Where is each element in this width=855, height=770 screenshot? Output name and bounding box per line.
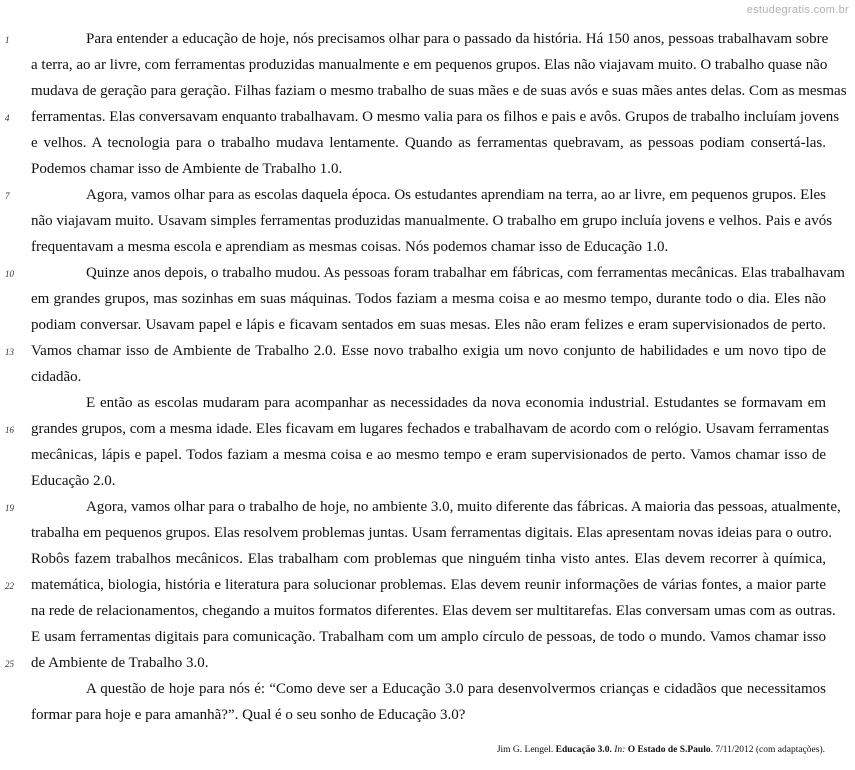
text-line bbox=[31, 156, 826, 182]
line-text: Quinze anos depois, o trabalho mudou. As pessoas foram trabalhar em fábricas, com ferramentas mecânicas. Elas trabalhavam bbox=[86, 265, 845, 281]
line-number: 13 bbox=[5, 347, 14, 357]
text-line bbox=[5, 104, 840, 130]
citation-title: Educação 3.0. bbox=[555, 745, 612, 755]
text-line bbox=[31, 702, 826, 728]
line-number: 25 bbox=[5, 659, 14, 669]
line-text: matemática, biologia, história e literatura para solucionar problemas. Elas devem reunir informações de várias fontes, a maior parte bbox=[31, 577, 826, 593]
reading-passage bbox=[5, 26, 847, 728]
line-text: frequentavam a mesma escola e aprendiam as mesmas coisas. Nós podemos chamar isso de Educação 1.0. bbox=[31, 239, 669, 255]
text-line bbox=[31, 234, 826, 260]
text-line bbox=[31, 78, 847, 104]
text-line bbox=[31, 364, 826, 390]
line-number: 22 bbox=[5, 581, 14, 591]
citation-source: O Estado de S.Paulo bbox=[627, 745, 711, 755]
source-citation bbox=[497, 745, 825, 755]
line-text: de Ambiente de Trabalho 3.0. bbox=[31, 655, 209, 671]
text-line bbox=[31, 208, 833, 234]
line-text: Podemos chamar isso de Ambiente de Trabalho 1.0. bbox=[31, 161, 343, 177]
text-line bbox=[5, 260, 845, 286]
line-text: Agora, vamos olhar para as escolas daquela época. Os estudantes aprendiam na terra, ao ar livre, em pequenos grupos. Eles bbox=[86, 187, 826, 203]
line-text: grandes grupos, com a mesma idade. Eles ficavam em lugares fechados e trabalhavam de acordo com o relógio. Usavam ferramentas bbox=[31, 421, 830, 437]
line-text: cidadão. bbox=[31, 369, 82, 385]
text-line bbox=[31, 312, 826, 338]
line-number: 1 bbox=[5, 35, 10, 45]
citation-author: Jim G. Lengel. bbox=[496, 745, 554, 755]
text-line bbox=[31, 676, 826, 702]
line-text: não viajavam muito. Usavam simples ferramentas produzidas manualmente. O trabalho em grupo incluía jovens e velhos. Pais e avós bbox=[31, 213, 833, 229]
line-text: E então as escolas mudaram para acompanhar as necessidades da nova economia industrial. Estudantes se formavam em bbox=[86, 395, 826, 411]
line-text: mecânicas, lápis e papel. Todos faziam a mesma coisa e ao mesmo tempo e eram supervisionados de perto. Vamos chamar isso de bbox=[31, 447, 826, 463]
line-text: a terra, ao ar livre, com ferramentas produzidas manualmente e em pequenos grupos. Elas não viajavam muito. O trabalho quase não bbox=[31, 57, 828, 73]
text-line bbox=[5, 416, 830, 442]
line-number: 7 bbox=[5, 191, 10, 201]
text-line bbox=[5, 26, 829, 52]
citation-in-label: In: bbox=[614, 745, 626, 755]
text-line bbox=[31, 390, 826, 416]
text-line bbox=[5, 650, 826, 676]
text-line bbox=[31, 52, 826, 78]
site-watermark: estudegratis.com.br bbox=[746, 4, 849, 16]
citation-date: . 7/11/2012 (com adaptações). bbox=[710, 745, 825, 755]
text-line bbox=[31, 598, 836, 624]
text-line bbox=[31, 130, 826, 156]
line-text: E usam ferramentas digitais para comunicação. Trabalham com um amplo círculo de pessoas, de todo o mundo. Vamos chamar isso bbox=[31, 629, 826, 645]
text-line bbox=[5, 572, 826, 598]
text-line bbox=[31, 442, 826, 468]
line-text: Agora, vamos olhar para o trabalho de hoje, no ambiente 3.0, muito diferente das fábricas. A maioria das pessoas, atualmente, bbox=[86, 499, 841, 515]
text-line bbox=[31, 286, 826, 312]
line-number: 19 bbox=[5, 503, 14, 513]
line-text: ferramentas. Elas conversavam enquanto trabalhavam. O mesmo valia para os filhos e pais e avôs. Grupos de trabalho incluíam jovens bbox=[31, 109, 840, 125]
text-line bbox=[5, 494, 841, 520]
line-text: trabalha em pequenos grupos. Elas resolvem problemas juntas. Usam ferramentas digitais. Elas apresentam novas ideias para o outro. bbox=[31, 525, 833, 541]
text-line bbox=[31, 624, 826, 650]
text-line bbox=[5, 182, 826, 208]
line-number: 16 bbox=[5, 425, 14, 435]
line-text: Para entender a educação de hoje, nós precisamos olhar para o passado da história. Há 150 anos, pessoas trabalhavam sobre bbox=[86, 31, 829, 47]
line-text: em grandes grupos, mas sozinhas em suas máquinas. Todos faziam a mesma coisa e ao mesmo tempo, durante todo o dia. Eles não bbox=[31, 291, 826, 307]
line-text: Vamos chamar isso de Ambiente de Trabalho 2.0. Esse novo trabalho exigia um novo conjunto de habilidades e um novo tipo de bbox=[31, 343, 826, 359]
line-text: formar para hoje e para amanhã?”. Qual é o seu sonho de Educação 3.0? bbox=[31, 707, 466, 723]
line-text: A questão de hoje para nós é: “Como deve ser a Educação 3.0 para desenvolvermos crianças e cidadãos que necessitamos bbox=[86, 681, 826, 697]
line-number: 4 bbox=[5, 113, 10, 123]
line-number: 10 bbox=[5, 269, 14, 279]
line-text: Educação 2.0. bbox=[31, 473, 116, 489]
text-line bbox=[31, 468, 826, 494]
text-line bbox=[5, 338, 826, 364]
line-text: mudava de geração para geração. Filhas faziam o mesmo trabalho de suas mães e de suas avós e suas mães antes delas. Com as mesmas bbox=[31, 83, 847, 99]
text-line bbox=[31, 546, 826, 572]
line-text: e velhos. A tecnologia para o trabalho mudava lentamente. Quando as ferramentas quebravam, as pessoas podiam consertá-las. bbox=[31, 135, 826, 151]
line-text: na rede de relacionamentos, chegando a muitos formatos diferentes. Elas devem ser multitarefas. Elas conversam umas com as outras. bbox=[31, 603, 836, 619]
text-line bbox=[31, 520, 833, 546]
line-text: Robôs fazem trabalhos mecânicos. Elas trabalham com problemas que ninguém tinha visto antes. Elas devem recorrer à química, bbox=[31, 551, 826, 567]
line-text: podiam conversar. Usavam papel e lápis e ficavam sentados em suas mesas. Eles não eram felizes e eram supervisionados de perto. bbox=[31, 317, 826, 333]
